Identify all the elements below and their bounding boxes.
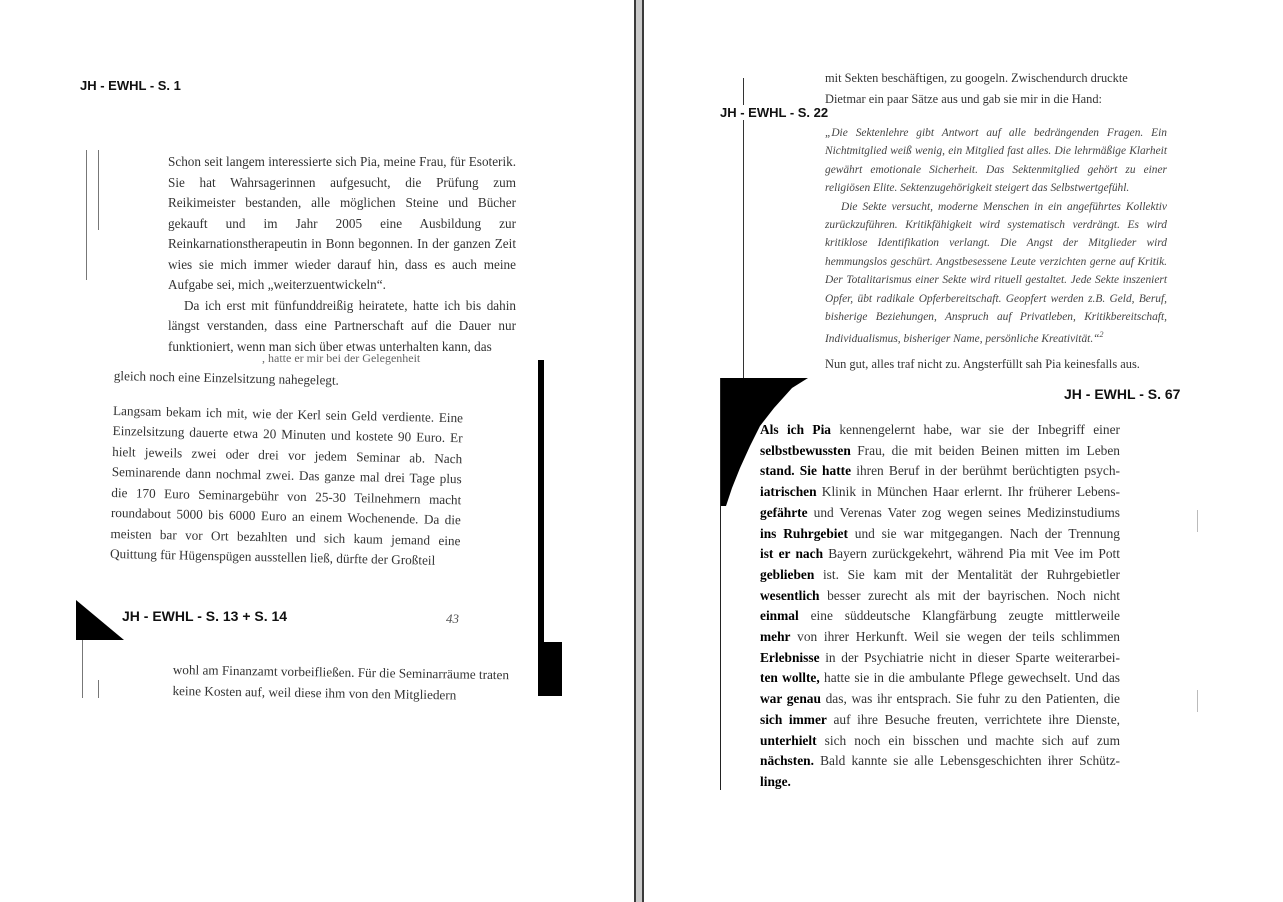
scan-edge-line bbox=[1197, 690, 1198, 712]
text-line bbox=[760, 772, 1120, 793]
line-rest: das, was ihr entsprach. Sie fuhr zu den Patienten, die bbox=[820, 691, 1120, 707]
text-line: wohl am Finanzamt vorbeifließen. Für die Seminarräume traten bbox=[172, 661, 510, 683]
scan-text-block-2 bbox=[110, 366, 464, 572]
text-line bbox=[760, 710, 1120, 731]
line-start-bold: Erlebnisse bbox=[760, 649, 820, 665]
quote-block bbox=[825, 124, 1167, 349]
text-line bbox=[760, 668, 1120, 689]
page-label-s67: JH - EWHL - S. 67 bbox=[1064, 386, 1181, 402]
text-line bbox=[760, 565, 1120, 586]
text-line bbox=[760, 441, 1120, 462]
line-rest: hatte sie in die ambulante Pflege gewechselt. Und das bbox=[819, 670, 1120, 686]
scan-text-bottom bbox=[760, 420, 1120, 793]
scan-edge-line bbox=[743, 78, 744, 378]
scan-edge-line bbox=[720, 378, 721, 790]
line-start-bold: ins Ruhrgebiet bbox=[760, 525, 848, 541]
scan-corner-shadow bbox=[76, 600, 126, 642]
page-label-s13-14: JH - EWHL - S. 13 + S. 14 bbox=[122, 608, 288, 624]
line-rest: Bayern zurückgekehrt, während Pia mit Vee im Pott bbox=[823, 546, 1121, 562]
scan-shadow-bar bbox=[538, 360, 544, 642]
line-start-bold: stand. Sie hatte bbox=[760, 463, 852, 479]
line-rest: sich noch ein bisschen und machte sich auf zum bbox=[816, 732, 1120, 748]
text-line bbox=[760, 751, 1120, 772]
line-start-bold: gefährte bbox=[760, 504, 808, 520]
line-rest: und sie war mitgegangen. Nach der Trennung bbox=[847, 525, 1120, 541]
line-start-bold: linge. bbox=[760, 773, 791, 789]
line-rest: in der Psychiatrie nicht in dieser Sparte weiterarbei- bbox=[819, 649, 1120, 665]
text-line bbox=[760, 482, 1120, 503]
paragraph: Da ich erst mit fünfunddreißig heiratete, hatte ich bis dahin längst verstanden, dass eine Partnerschaft auf die Dauer nur funktioniert, wenn man sich über etwas unterhalten kann, das bbox=[168, 297, 516, 354]
paragraph: Die Sekte versucht, moderne Menschen in ein angeführtes Kollektiv zurückzuführen. Kritikfähigkeit wird systematisch verdrängt. Es wird kritiklose Identifikation verlangt. Die Angst der Mitglieder wird hemmungslos geschürt. Angstbesessene Leute verzichten gerne auf Kritik. Der Totalitarismus einer Sekte wird rituell gestaltet. Jede Sekte inszeniert Opfer, übt radikale Opferbereitschaft. Geopfert werden z.B. Geld, Beruf, bisherige Beziehungen, Anspruch auf Privatleben, Kritikbereitschaft, Individualismus, bisheriger Name, persönliche Kreativität.“$^2$ bbox=[825, 200, 1167, 346]
page-number: 43 bbox=[446, 611, 459, 626]
line-rest: Klinik in München Haar erlernt. Ihr früherer Lebens- bbox=[816, 484, 1120, 500]
line-rest: ihren Beruf in der berühmt berüchtigten psych- bbox=[851, 463, 1120, 479]
line-start-bold: nächsten. bbox=[760, 753, 814, 769]
paragraph: gleich noch eine Einzelsitzung nahegelegt. bbox=[113, 367, 340, 388]
line-start-bold: ist er nach bbox=[760, 546, 824, 562]
page-label-s22: JH - EWHL - S. 22 bbox=[720, 105, 829, 120]
line-rest: Bald kannte sie alle Lebensgeschichten ihrer Schütz- bbox=[813, 753, 1120, 769]
line-start-bold: ten wollte, bbox=[760, 670, 820, 686]
line-start-bold: geblieben bbox=[760, 566, 815, 582]
scan-edge-line bbox=[82, 640, 83, 698]
text-line bbox=[760, 648, 1120, 669]
text-line bbox=[760, 731, 1120, 752]
text-line bbox=[760, 689, 1120, 710]
line-rest: auf ihre Besuche freuten, verrichtete ihre Dienste, bbox=[826, 711, 1120, 727]
line-start-bold: mehr bbox=[760, 629, 791, 645]
page-label-s1: JH - EWHL - S. 1 bbox=[80, 78, 181, 93]
line-start-bold: war genau bbox=[760, 691, 821, 707]
scan-edge-line bbox=[86, 150, 87, 280]
line-rest: besser zurecht als mit der bayrischen. Noch nicht bbox=[819, 587, 1120, 603]
line-rest: kennengelernt habe, war sie der Inbegriff einer bbox=[831, 422, 1120, 437]
scan-edge-line bbox=[98, 680, 99, 698]
text-line bbox=[760, 503, 1120, 524]
text-line: keine Kosten auf, weil diese ihm von den Mitgliedern bbox=[172, 682, 457, 702]
line-start-bold: Als ich Pia bbox=[760, 422, 831, 437]
line-start-bold: selbstbewussten bbox=[760, 442, 851, 458]
line-start-bold: sich immer bbox=[760, 711, 827, 727]
text-line bbox=[760, 461, 1120, 482]
text-line bbox=[760, 627, 1120, 648]
line-rest: ist. Sie kam mit der Mentalität der Ruhrgebietler bbox=[814, 566, 1120, 582]
line-start-bold: iatrischen bbox=[760, 484, 817, 500]
paragraph: Langsam bekam ich mit, wie der Kerl sein Geld verdiente. Eine Einzelsitzung dauerte etwa 20 Minuten und kostete 90 Euro. Er hielt jeweils zwei oder drei vor jedem Seminar ab. Nach Seminarende dann nochmal zwei. Das ganze mal drei Tage plus die 170 Euro Seminargebühr von 25-30 Teilnehmern macht roundabout 5000 bis 6000 Euro an einem Wochenende. Da die meisten bar vor Ort bezahlten und sich kaum jemand eine Quittung für Hügenspügen ausstellen ließ, dürfte der Großteil bbox=[109, 402, 464, 568]
text-line bbox=[760, 606, 1120, 627]
page-divider bbox=[634, 0, 644, 902]
scan-edge-line bbox=[98, 150, 99, 230]
cut-line: , hatte er mir bei der Gelegenheit bbox=[262, 351, 421, 365]
line-rest: und Verenas Vater zog wegen seines Medizinstudiums bbox=[807, 504, 1120, 520]
scan-text-top bbox=[825, 68, 1167, 109]
line-rest: eine süddeutsche Klangfärbung zeugte mittlerweile bbox=[798, 608, 1120, 624]
text-line: Dietmar ein paar Sätze aus und gab sie mir in die Hand: bbox=[825, 91, 1102, 106]
text-line bbox=[760, 544, 1120, 565]
paragraph: Schon seit langem interessierte sich Pia, meine Frau, für Esoterik. Sie hat Wahrsagerinnen aufgesucht, die Prüfung zum Reikimeister bestanden, alle möglichen Steine und Bücher gekauft und im Jahr 2005 eine Ausbildung zur Reinkarnationstherapeutin in Bonn begonnen. In der ganzen Zeit wies sie mich immer wieder darauf hin, dass es auch meine Aufgabe sei, mich „weiterzuentwickeln“. bbox=[168, 154, 516, 292]
scan-text-after-quote: Nun gut, alles traf nicht zu. Angsterfüllt sah Pia keinesfalls aus. bbox=[825, 357, 1140, 371]
line-rest: Frau, die mit beiden Beinen mitten im Leben bbox=[850, 442, 1120, 458]
line-start-bold: wesentlich bbox=[760, 587, 820, 603]
scan-text-block-3 bbox=[172, 660, 533, 707]
document-page-right bbox=[644, 0, 1283, 902]
text-line bbox=[760, 420, 1120, 441]
line-start-bold: einmal bbox=[760, 608, 799, 624]
line-rest: von ihrer Herkunft. Weil sie wegen der teils schlimmen bbox=[790, 629, 1120, 645]
text-line bbox=[760, 586, 1120, 607]
line-start-bold: unterhielt bbox=[760, 732, 817, 748]
text-line bbox=[760, 524, 1120, 545]
footnote-marker: 2 bbox=[1099, 330, 1104, 340]
scan-edge-line bbox=[1197, 510, 1198, 532]
paragraph: „Die Sektenlehre gibt Antwort auf alle bedrängenden Fragen. Ein Nichtmitglied weiß wenig, ein Mitglied fast alles. Die lehrmäßige Klarheit gewährt emotionale Sicherheit. Das Sektenmitglied gehört zu einer religiösen Elite. Sektenzugehörigkeit steigert das Selbstwertgefühl. bbox=[825, 127, 1167, 195]
text-line: mit Sekten beschäftigen, zu googeln. Zwischendurch druckte bbox=[825, 71, 1128, 85]
document-page-left bbox=[0, 0, 634, 902]
scan-shadow-block bbox=[538, 642, 562, 696]
